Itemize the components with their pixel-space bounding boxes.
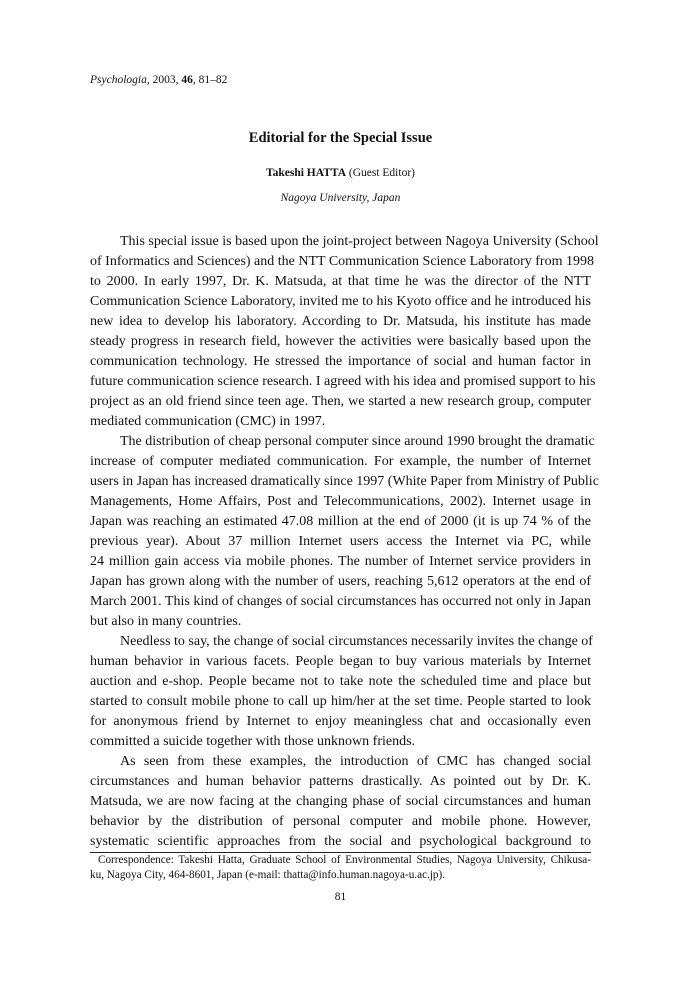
body-line: project as an old friend since teen age. Then, we started a new research group, computer	[90, 394, 591, 409]
body-line: Communication Science Laboratory, invited me to his Kyoto office and he introduced his	[90, 294, 591, 309]
footnote-line: Correspondence: Takeshi Hatta, Graduate School of Environmental Studies, Nagoya University, Chikusa-	[98, 854, 591, 866]
body-line: The distribution of cheap personal computer since around 1990 brought the dramatic	[120, 434, 595, 449]
body-line: auction and e-shop. People became not to take note the scheduled time and place but	[90, 674, 591, 689]
journal-pages: , 81–82	[192, 74, 228, 86]
body-line: March 2001. This kind of changes of social circumstances has occurred not only in Japan	[90, 594, 591, 609]
body-line: As seen from these examples, the introduction of CMC has changed social	[120, 754, 591, 769]
body-line: Japan was reaching an estimated 47.08 million at the end of 2000 (it is up 74 % of the	[90, 514, 591, 529]
body-line: 24 million gain access via mobile phones. The number of Internet service providers in	[90, 554, 591, 569]
body-line: started to consult mobile phone to call up him/her at the set time. People started to look	[90, 694, 591, 709]
body-line: communication technology. He stressed the importance of social and human factor in	[90, 354, 591, 369]
body-line: previous year). About 37 million Internet users access the Internet via PC, while	[90, 534, 591, 549]
body-line: future communication science research. I agreed with his idea and promised support to his	[90, 374, 596, 389]
journal-name: Psychologia	[90, 74, 147, 86]
footnote-line: ku, Nagoya City, 464-8601, Japan (e-mail: thatta@info.human.nagoya-u.ac.jp).	[90, 869, 446, 881]
journal-volume: 46	[181, 74, 193, 86]
body-line: but also in many countries.	[90, 614, 242, 629]
body-line: mediated communication (CMC) in 1997.	[90, 414, 326, 429]
body-line: committed a suicide together with those unknown friends.	[90, 734, 416, 749]
body-line: Japan has grown along with the number of users, reaching 5,612 operators at the end of	[90, 574, 591, 589]
author-name: Takeshi HATTA	[266, 167, 346, 179]
body-line: increase of computer mediated communication. For example, the number of Internet	[90, 454, 591, 469]
body-line: This special issue is based upon the joint-project between Nagoya University (School	[120, 234, 599, 249]
page-number: 81	[334, 891, 347, 903]
journal-year: , 2003,	[146, 74, 182, 86]
body-line: of Informatics and Sciences) and the NTT Communication Science Laboratory from 1998	[90, 254, 594, 269]
body-line: human behavior in various facets. People began to buy various materials by Internet	[90, 654, 591, 669]
body-line: users in Japan has increased dramatically since 1997 (White Paper from Ministry of Public	[90, 474, 599, 489]
body-line: circumstances and human behavior patterns drastically. As pointed out by Dr. K.	[90, 774, 591, 789]
author-line	[0, 167, 681, 179]
body-line: for anonymous friend by Internet to enjoy meaningless chat and occasionally even	[90, 714, 591, 729]
body-line: systematic scientific approaches from the social and psychological background to	[90, 834, 591, 849]
author-role: (Guest Editor)	[346, 167, 415, 179]
body-line: steady progress in research field, however the activities were basically based upon the	[90, 334, 591, 349]
body-line: behavior by the distribution of personal computer and mobile phone. However,	[90, 814, 591, 829]
body-line: Matsuda, we are now facing at the changing phase of social circumstances and human	[90, 794, 591, 809]
journal-citation	[90, 74, 227, 86]
body-line: new idea to develop his laboratory. According to Dr. Matsuda, his institute has made	[90, 314, 591, 329]
author-affiliation: Nagoya University, Japan	[280, 192, 401, 204]
body-line: Managements, Home Affairs, Post and Telecommunications, 2002). Internet usage in	[90, 494, 591, 509]
body-line: to 2000. In early 1997, Dr. K. Matsuda, at that time he was the director of the NTT	[90, 274, 591, 289]
body-line: Needless to say, the change of social circumstances necessarily invites the change of	[120, 634, 593, 649]
article-title: Editorial for the Special Issue	[248, 130, 433, 146]
